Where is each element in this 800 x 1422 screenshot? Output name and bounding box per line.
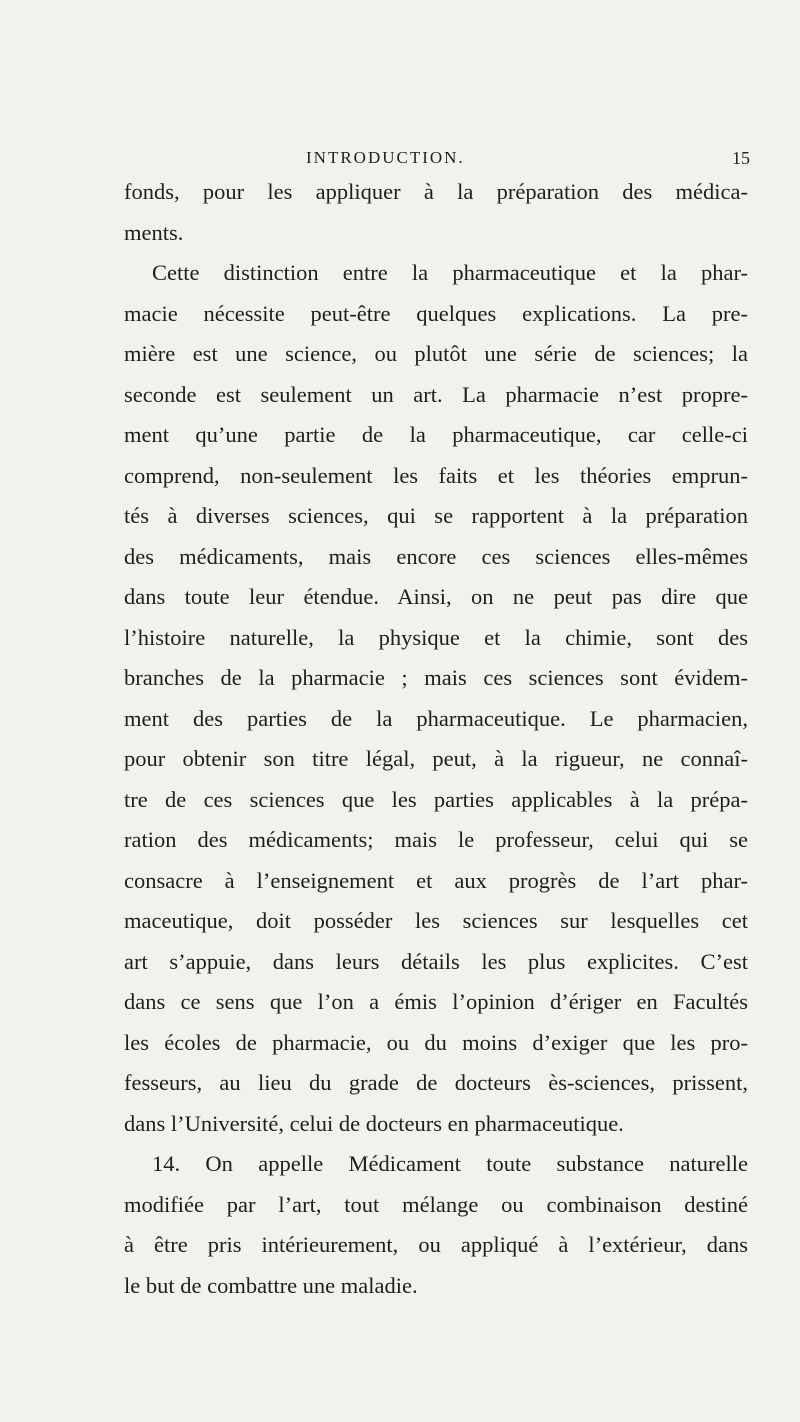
text-line: 14. On appelle Médicament toute substance naturelle xyxy=(152,1151,748,1176)
text-line: ment des parties de la pharmaceutique. Le pharmacien, xyxy=(124,705,748,731)
running-head xyxy=(0,142,800,172)
text-line: comprend, non-seulement les faits et les théories emprun- xyxy=(124,462,748,488)
text-line: branches de la pharmacie ; mais ces sciences sont évidem- xyxy=(124,665,748,690)
text-line: seconde est seulement un art. La pharmacie n’est propre- xyxy=(124,381,748,407)
text-line: ration des médicaments; mais le professeur, celui qui se xyxy=(124,827,748,852)
text-line: macie nécessite peut-être quelques explications. La pre- xyxy=(124,300,748,326)
text-line: dans l’Université, celui de docteurs en pharmaceutique. xyxy=(124,1110,624,1136)
text-line: modifiée par l’art, tout mélange ou combinaison destiné xyxy=(124,1191,748,1217)
page-number: 15 xyxy=(732,148,750,168)
text-line: ments. xyxy=(124,219,184,245)
text-line: l’histoire naturelle, la physique et la chimie, sont des xyxy=(124,624,748,650)
text-line: art s’appuie, dans leurs détails les plus explicites. C’est xyxy=(124,948,748,974)
text-line: consacre à l’enseignement et aux progrès de l’art phar- xyxy=(124,867,748,893)
text-line: à être pris intérieurement, ou appliqué à l’extérieur, dans xyxy=(124,1232,748,1257)
running-title: INTRODUCTION. xyxy=(306,148,465,167)
body-text xyxy=(124,172,748,1306)
text-line: ment qu’une partie de la pharmaceutique, car celle-ci xyxy=(124,422,748,447)
text-line: dans ce sens que l’on a émis l’opinion d’ériger en Facultés xyxy=(124,989,748,1014)
text-line: maceutique, doit posséder les sciences sur lesquelles cet xyxy=(124,908,748,933)
text-line: fesseurs, au lieu du grade de docteurs ès-sciences, prissent, xyxy=(124,1070,748,1095)
text-line: tés à diverses sciences, qui se rapportent à la préparation xyxy=(124,503,748,528)
text-line: mière est une science, ou plutôt une série de sciences; la xyxy=(124,341,748,366)
text-line: dans toute leur étendue. Ainsi, on ne peut pas dire que xyxy=(124,584,748,609)
text-line: tre de ces sciences que les parties applicables à la prépa- xyxy=(124,786,748,812)
text-line: le but de combattre une maladie. xyxy=(124,1272,418,1298)
text-line: fonds, pour les appliquer à la préparation des médica- xyxy=(124,179,748,204)
text-line: des médicaments, mais encore ces sciences elles-mêmes xyxy=(124,543,748,569)
text-line: pour obtenir son titre légal, peut, à la rigueur, ne connaî- xyxy=(124,746,748,771)
text-line: Cette distinction entre la pharmaceutique et la phar- xyxy=(152,260,748,285)
text-line: les écoles de pharmacie, ou du moins d’exiger que les pro- xyxy=(124,1029,748,1055)
